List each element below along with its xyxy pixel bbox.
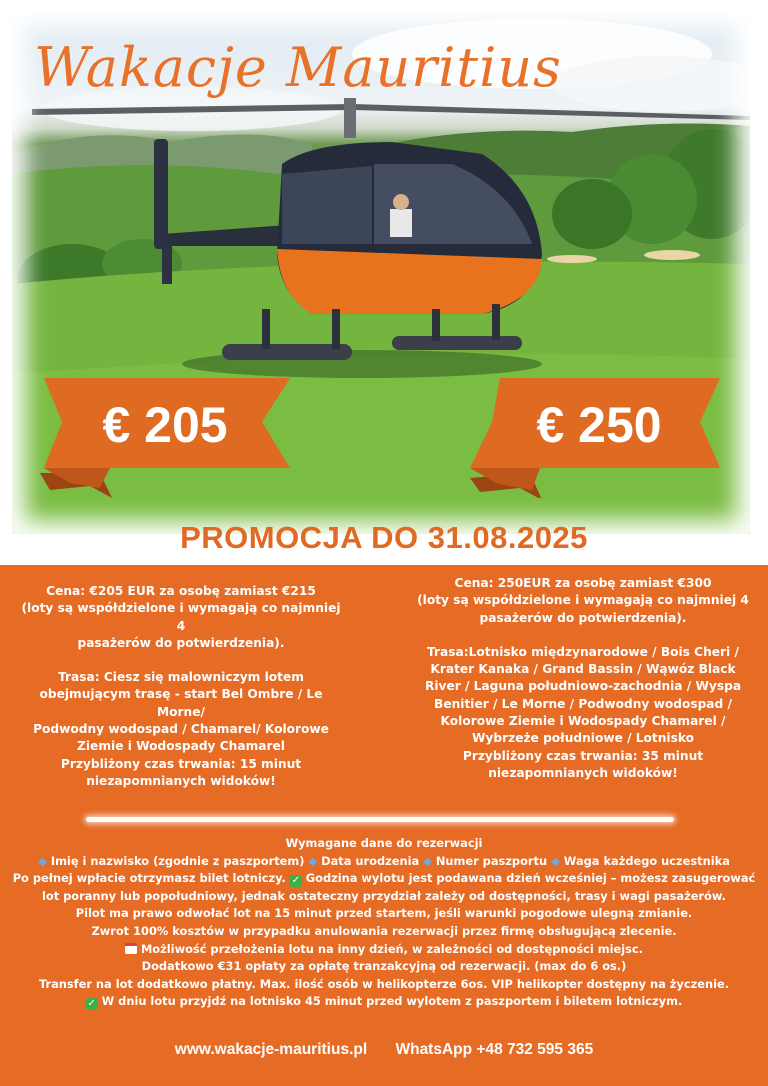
diamond-icon: ◆ [38,853,47,868]
requirements-line: lot poranny lub popołudniowy, jednak ostateczny przydział zależy od dostępności, trasy i wagi pasażerów. [41,888,726,903]
promo-headline: PROMOCJA DO 31.08.2025 [180,520,588,555]
offer-line: Trasa: Ciesz się malowniczym lotem [58,670,304,685]
brand-title: Wakacje Mauritius [34,36,562,99]
info-panel [0,565,768,1086]
requirements-items [0,853,768,871]
offer-line: Krater Kanaka / Grand Bassin / Wąwóz Black [430,662,736,677]
price-right: € 250 [536,397,662,453]
price-ribbon-205 [40,378,290,498]
divider-line [86,817,674,822]
price-ribbon-250 [470,378,720,498]
offer-line: Cena: €205 EUR za osobę zamiast €215 [46,584,316,598]
requirement-item: Imię i nazwisko (zgodnie z paszportem) [50,853,305,868]
offer-line: pasażerów do potwierdzenia). [77,635,285,650]
offer-line: Cena: 250EUR za osobę zamiast €300 [454,576,712,590]
offer-line: obejmującym trasę - start Bel Ombre / Le Morne/ [39,687,323,719]
requirements-line: ✓ W dniu lotu przyjdź na lotnisko 45 minut przed wylotem z paszportem i biletem lotniczym. [87,994,683,1010]
requirements-line: Możliwość przełożenia lotu na inny dzień, w zależności od dostępności miejsc. [0,941,768,959]
requirement-item: Numer paszportu [435,853,548,868]
requirements-line: Po pełnej wpłacie otrzymasz bilet lotniczy. ✓ Godzina wylotu jest podawana dzień wcześniej – możesz zasugerować [12,871,756,887]
requirements-line: Transfer na lot dodatkowo płatny. Max. ilość osób w helikopterze 6os. VIP helikopter dostępny na życzenie. [38,976,730,991]
requirements-line: Dodatkowo €31 opłaty za opłatę tranzakcyjną od rezerwacji. (max do 6 os.) [141,959,627,974]
offer-line: Wybrzeże południowe / Lotnisko [471,731,695,746]
offer-line: niezapomnianych widoków! [86,773,276,788]
requirement-item: Waga każdego uczestnika [563,853,730,868]
website-link[interactable]: www.wakacje-mauritius.pl [174,1041,368,1058]
offer-line: Podwodny wodospad / Chamarel/ Kolorowe [33,722,329,737]
requirements-title: Wymagane dane do rezerwacji [285,836,483,850]
diamond-icon: ◆ [551,853,560,868]
offer-line: Ziemie i Wodospady Chamarel [77,739,285,754]
whatsapp-contact[interactable]: WhatsApp +48 732 595 365 [395,1041,594,1058]
requirements-section [0,835,768,1011]
checkmark-icon: ✓ [87,998,96,1010]
offer-line: (loty są współdzielone i wymagają co najmniej 4 [21,601,341,633]
offer-line: (loty są współdzielone i wymagają co najmniej 4 [417,593,749,608]
requirement-item: Data urodzenia [321,853,420,868]
offer-line: pasażerów do potwierdzenia). [479,610,687,625]
offer-line: Przybliżony czas trwania: 35 minut [462,748,704,763]
offer-column-left [18,583,344,790]
checkmark-icon: ✓ [291,875,300,887]
offer-line: Trasa:Lotnisko międzynarodowe / Bois Cheri / [427,644,739,659]
diamond-icon: ◆ [423,853,432,868]
offer-line: Kolorowe Ziemie i Wodospady Chamarel / [440,714,726,729]
requirements-line: Zwrot 100% kosztów w przypadku anulowania rezerwacji przez firmę obsługującą zlecenie. [91,923,677,938]
requirements-line: Pilot ma prawo odwołać lot na 15 minut przed startem, jeśli warunki pogodowe ulegną zmianie. [75,906,693,921]
diamond-icon: ◆ [308,853,318,868]
contact-footer [0,1041,768,1059]
offer-column-right [410,575,756,782]
offer-line: niezapomnianych widoków! [488,765,678,780]
price-left: € 205 [102,397,228,453]
calendar-icon [125,943,137,954]
offer-line: River / Laguna południowo-zachodnia / Wyspa [424,679,742,694]
offer-line: Przybliżony czas trwania: 15 minut [60,756,302,771]
offer-line: Benitier / Le Morne / Podwodny wodospad / [434,696,732,711]
